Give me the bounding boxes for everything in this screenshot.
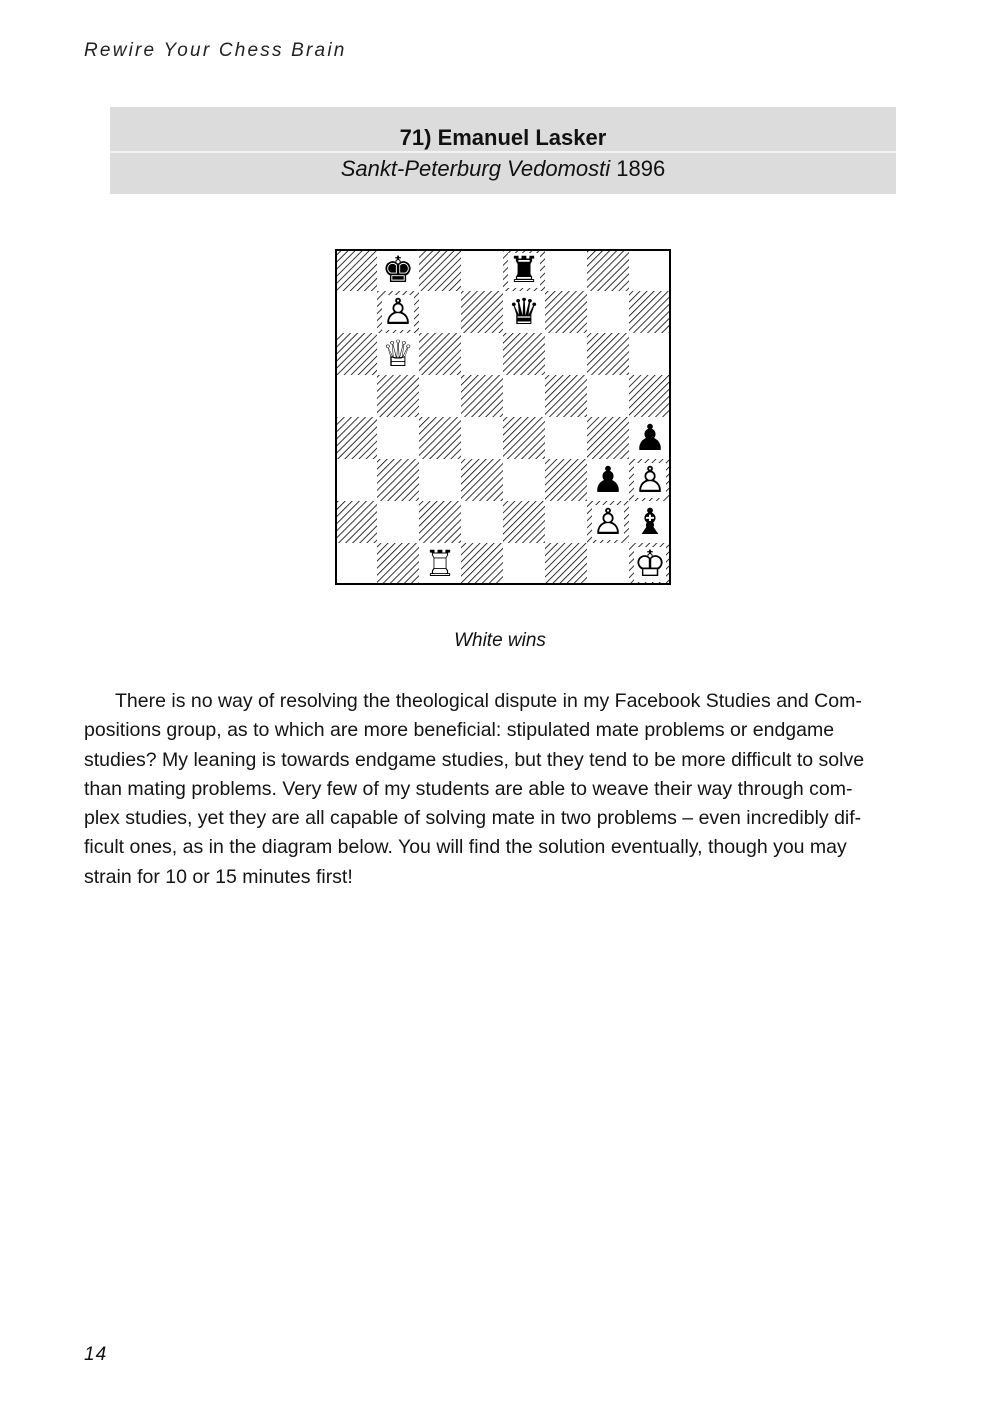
square-e5 <box>503 375 545 417</box>
body-line: than mating problems. Very few of my students are able to weave their way through com- <box>84 777 853 800</box>
black-pawn-g3: ♟ <box>591 460 625 501</box>
square-g1 <box>587 543 629 585</box>
body-line: studies? My leaning is towards endgame studies, but they tend to be more difficult to solve <box>84 748 865 771</box>
square-a6 <box>335 333 377 375</box>
square-d2 <box>461 501 503 543</box>
body-line: plex studies, yet they are all capable of solving mate in two problems – even incredibly dif- <box>84 807 862 830</box>
square-a8 <box>335 249 377 291</box>
square-d5 <box>461 375 503 417</box>
body-line: There is no way of resolving the theological dispute in my Facebook Studies and Com- <box>115 690 862 712</box>
square-a3 <box>335 459 377 501</box>
problem-heading: 71) Emanuel Lasker <box>399 125 607 150</box>
square-e1 <box>503 543 545 585</box>
body-line: positions group, as to which are more beneficial: stipulated mate problems or endgame <box>84 719 835 742</box>
square-e2 <box>503 501 545 543</box>
running-head: Rewire Your Chess Brain <box>84 40 347 61</box>
square-d6 <box>461 333 503 375</box>
square-d7 <box>461 291 503 333</box>
square-c4 <box>419 417 461 459</box>
square-d4 <box>461 417 503 459</box>
problem-title-box <box>110 107 896 194</box>
page-number: 14 <box>84 1344 108 1365</box>
square-b4 <box>377 417 419 459</box>
square-b1 <box>377 543 419 585</box>
square-h5 <box>629 375 671 417</box>
square-g5 <box>587 375 629 417</box>
square-a2 <box>335 501 377 543</box>
problem-source <box>110 152 896 186</box>
chess-board <box>335 249 671 585</box>
square-d1 <box>461 543 503 585</box>
square-c7 <box>419 291 461 333</box>
square-f4 <box>545 417 587 459</box>
white-queen-b6: ♕ <box>381 334 415 375</box>
square-g8 <box>587 249 629 291</box>
black-rook-e8: ♜ <box>507 250 541 291</box>
black-queen-e7: ♛ <box>507 292 541 333</box>
square-c2 <box>419 501 461 543</box>
white-pawn-b7: ♙ <box>381 292 415 333</box>
square-e4 <box>503 417 545 459</box>
square-g6 <box>587 333 629 375</box>
square-h7 <box>629 291 671 333</box>
square-e6 <box>503 333 545 375</box>
white-rook-c1: ♖ <box>423 544 457 585</box>
square-b5 <box>377 375 419 417</box>
square-f8 <box>545 249 587 291</box>
square-b2 <box>377 501 419 543</box>
square-f1 <box>545 543 587 585</box>
square-a4 <box>335 417 377 459</box>
square-h8 <box>629 249 671 291</box>
square-d8 <box>461 249 503 291</box>
chess-diagram <box>335 249 671 585</box>
source-year: 1896 <box>616 156 666 181</box>
square-a1 <box>335 543 377 585</box>
square-e3 <box>503 459 545 501</box>
diagram-caption: White wins <box>454 630 546 651</box>
square-f3 <box>545 459 587 501</box>
black-pawn-h4: ♟ <box>633 418 667 459</box>
square-f2 <box>545 501 587 543</box>
square-c5 <box>419 375 461 417</box>
source-publication: Sankt-Peterburg Vedomosti <box>340 156 611 181</box>
square-h6 <box>629 333 671 375</box>
square-a5 <box>335 375 377 417</box>
body-line: ficult ones, as in the diagram below. You will find the solution eventually, though you may <box>84 836 847 859</box>
square-d3 <box>461 459 503 501</box>
black-king-b8: ♚ <box>381 250 415 291</box>
square-f5 <box>545 375 587 417</box>
square-c8 <box>419 249 461 291</box>
square-f6 <box>545 333 587 375</box>
body-paragraph <box>84 687 924 892</box>
square-f7 <box>545 291 587 333</box>
square-b3 <box>377 459 419 501</box>
square-g4 <box>587 417 629 459</box>
white-king-h1: ♔ <box>633 544 667 585</box>
black-bishop-h2: ♝ <box>633 502 667 543</box>
white-pawn-g2: ♙ <box>591 502 625 543</box>
square-g7 <box>587 291 629 333</box>
square-a7 <box>335 291 377 333</box>
body-line: strain for 10 or 15 minutes first! <box>84 865 353 888</box>
white-pawn-h3: ♙ <box>633 460 667 501</box>
square-c3 <box>419 459 461 501</box>
square-c6 <box>419 333 461 375</box>
